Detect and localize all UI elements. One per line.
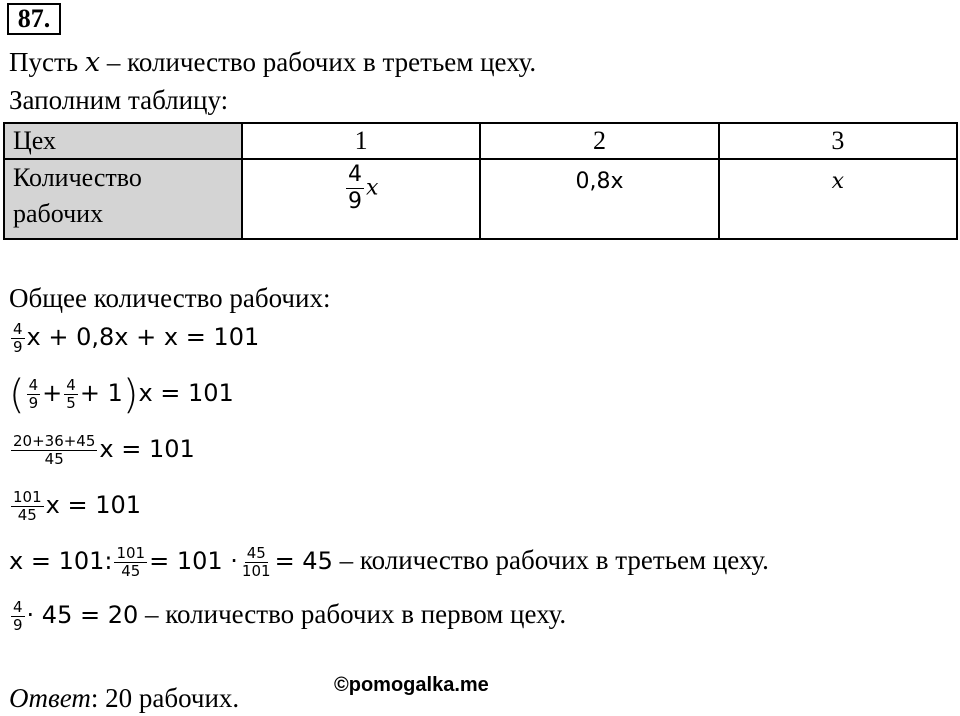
equation-1: $\frac{4}{9}$ x + 0,8x + x = 101 (13, 320, 260, 357)
col-2: 2 (480, 123, 718, 159)
fraction: $\frac{4}{9}$ (347, 162, 362, 214)
equation-6: $\frac{4}{9}$ · 45 = 20 – количество рабочих в первом цеху. (13, 598, 567, 635)
intro-var: x (84, 47, 101, 78)
answer-text: : 20 рабочих. (90, 683, 240, 713)
intro-line (9, 46, 536, 79)
problem-number: 87. (7, 3, 61, 35)
row-label-line2: рабочих (13, 199, 104, 228)
answer-line (9, 682, 239, 714)
equation-5: x = 101: $\frac{101}{45}$ = 101 · $\frac{45}{101}$ = 45 – количество рабочих в третьем цеху. (9, 544, 769, 581)
cell-shop-1: $\frac{4}{9}$ x (242, 159, 480, 239)
fill-table-label: Заполним таблицу: (9, 85, 229, 115)
intro-post: – количество рабочих в третьем цеху. (100, 47, 537, 77)
cell-shop-2: 0,8x (480, 159, 718, 239)
col-1: 1 (242, 123, 480, 159)
watermark: ©pomogalka.me (334, 674, 489, 696)
intro-pre: Пусть (9, 47, 85, 77)
cell-shop-3: x (719, 159, 957, 239)
row-label (4, 159, 242, 239)
row-label-line1: Количество (13, 163, 142, 192)
fraction: $\frac{4}{9}$ (13, 320, 23, 357)
table-row-workers (4, 159, 957, 239)
col-3: 3 (719, 123, 957, 159)
header-label: Цех (4, 123, 242, 159)
answer-label: Ответ (9, 683, 91, 713)
equation-2: ( $\frac{4}{9}$ + $\frac{4}{5}$ + 1)x = 101 (9, 371, 234, 418)
workers-table (3, 122, 958, 240)
total-label: Общее количество рабочих: (9, 283, 331, 313)
equation-4: $\frac{101}{45}$ x = 101 (13, 488, 142, 525)
table-header-row (4, 123, 957, 159)
equation-3: $\frac{20+36+45}{45}$ x = 101 (13, 432, 195, 469)
